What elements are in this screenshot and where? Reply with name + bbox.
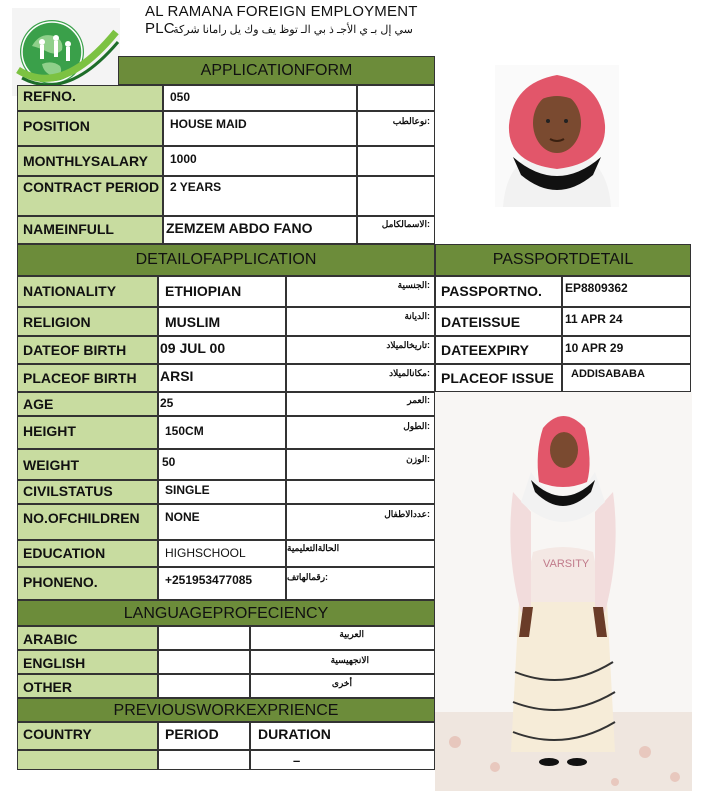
- experience-row-country: [17, 750, 158, 770]
- column-country: COUNTRY: [17, 722, 158, 750]
- label-place-of-birth: PLACEOF BIRTH: [17, 364, 158, 392]
- label-other: OTHER: [17, 674, 158, 698]
- label-date-of-birth: DATEOF BIRTH: [17, 336, 158, 364]
- value-age: 25: [158, 392, 286, 416]
- label-monthly-salary: MONTHLYSALARY: [17, 146, 163, 176]
- svg-text:VARSITY: VARSITY: [543, 558, 590, 570]
- column-period: PERIOD: [158, 722, 250, 750]
- value-weight: 50: [158, 449, 286, 480]
- arabic-position: :نوعالطب: [357, 111, 435, 146]
- value-arabic: [158, 626, 250, 650]
- application-form-header: APPLICATIONFORM: [118, 56, 435, 85]
- label-ref-no: REFNO.: [17, 85, 163, 111]
- arabic-english: الانجهيسية: [250, 650, 435, 674]
- empty-mark: –: [293, 753, 301, 768]
- language-header: LANGUAGEPROFECIENCY: [17, 600, 435, 626]
- value-phone-no: +251953477085: [158, 567, 286, 600]
- arabic-place-of-birth: :مكانالميلاد: [286, 364, 435, 392]
- arabic-phone-no: :رقمالهاتف: [286, 567, 435, 600]
- value-contract-period: 2 YEARS: [163, 176, 357, 216]
- label-name-in-full: NAMEINFULL: [17, 216, 163, 244]
- arabic-monthly-salary: [357, 146, 435, 176]
- label-passport-no: PASSPORTNO.: [435, 276, 562, 307]
- passport-header: PASSPORTDETAIL: [435, 244, 691, 276]
- value-civil-status: SINGLE: [158, 480, 286, 504]
- label-religion: RELIGION: [17, 307, 158, 336]
- value-no-of-children: NONE: [158, 504, 286, 540]
- label-civil-status: CIVILSTATUS: [17, 480, 158, 504]
- arabic-religion: :الديانة: [286, 307, 435, 336]
- arabic-date-of-birth: :تاريخالميلاد: [286, 336, 435, 364]
- value-place-of-issue: ADDISABABA: [562, 364, 691, 392]
- label-age: AGE: [17, 392, 158, 416]
- value-monthly-salary: 1000: [163, 146, 357, 176]
- value-education: HIGHSCHOOL: [158, 540, 286, 567]
- arabic-nationality: :الجنسية: [286, 276, 435, 307]
- value-passport-no: EP8809362: [562, 276, 691, 307]
- value-religion: MUSLIM: [158, 307, 286, 336]
- value-other: [158, 674, 250, 698]
- applicant-full-body-photo: [435, 392, 692, 791]
- value-ref-no: 050: [163, 85, 357, 111]
- label-education: EDUCATION: [17, 540, 158, 567]
- arabic-ref-no: [357, 85, 435, 111]
- arabic-no-of-children: :عددالاطفال: [286, 504, 435, 540]
- company-logo: [12, 8, 120, 96]
- label-date-issue: DATEISSUE: [435, 307, 562, 336]
- value-height: 150CM: [158, 416, 286, 449]
- value-english: [158, 650, 250, 674]
- details-header: DETAILOFAPPLICATION: [17, 244, 435, 276]
- label-arabic: ARABIC: [17, 626, 158, 650]
- company-name: AL RAMANA FOREIGN EMPLOYMENT PLC: [145, 3, 418, 37]
- value-place-of-birth: ARSI: [158, 364, 286, 392]
- label-place-of-issue: PLACEOF ISSUE: [435, 364, 562, 392]
- arabic-weight: :الوزن: [286, 449, 435, 480]
- experience-row-period: [158, 750, 250, 770]
- label-height: HEIGHT: [17, 416, 158, 449]
- label-nationality: NATIONALITY: [17, 276, 158, 307]
- arabic-education: الحالةالتعليمية: [286, 540, 435, 567]
- arabic-other: أخرى: [250, 674, 435, 698]
- arabic-arabic: العربية: [250, 626, 435, 650]
- label-position: POSITION: [17, 111, 163, 146]
- column-duration: DURATION: [250, 722, 435, 750]
- label-english: ENGLISH: [17, 650, 158, 674]
- label-weight: WEIGHT: [17, 449, 158, 480]
- value-date-of-birth: 09 JUL 00: [158, 336, 286, 364]
- arabic-civil-status: [286, 480, 435, 504]
- label-date-expiry: DATEEXPIRY: [435, 336, 562, 364]
- arabic-name-in-full: :الاسمالكامل: [357, 216, 435, 244]
- label-phone-no: PHONENO.: [17, 567, 158, 600]
- value-nationality: ETHIOPIAN: [158, 276, 286, 307]
- arabic-height: :الطول: [286, 416, 435, 449]
- value-date-issue: 11 APR 24: [562, 307, 691, 336]
- value-date-expiry: 10 APR 29: [562, 336, 691, 364]
- applicant-portrait-photo: [495, 65, 619, 207]
- company-name-arabic: سي إل بـ ي الأجـ ذ بي الـ توظ يف وك يل رامانا شركة: [173, 24, 413, 36]
- value-position: HOUSE MAID: [163, 111, 357, 146]
- experience-header: PREVIOUSWORKEXPRIENCE: [17, 698, 435, 722]
- label-no-of-children: NO.OFCHILDREN: [17, 504, 158, 540]
- label-contract-period: CONTRACT PERIOD: [17, 176, 163, 216]
- value-name-in-full: ZEMZEM ABDO FANO: [163, 216, 357, 244]
- arabic-contract-period: [357, 176, 435, 216]
- arabic-age: :العمر: [286, 392, 435, 416]
- experience-row-duration: [250, 750, 435, 770]
